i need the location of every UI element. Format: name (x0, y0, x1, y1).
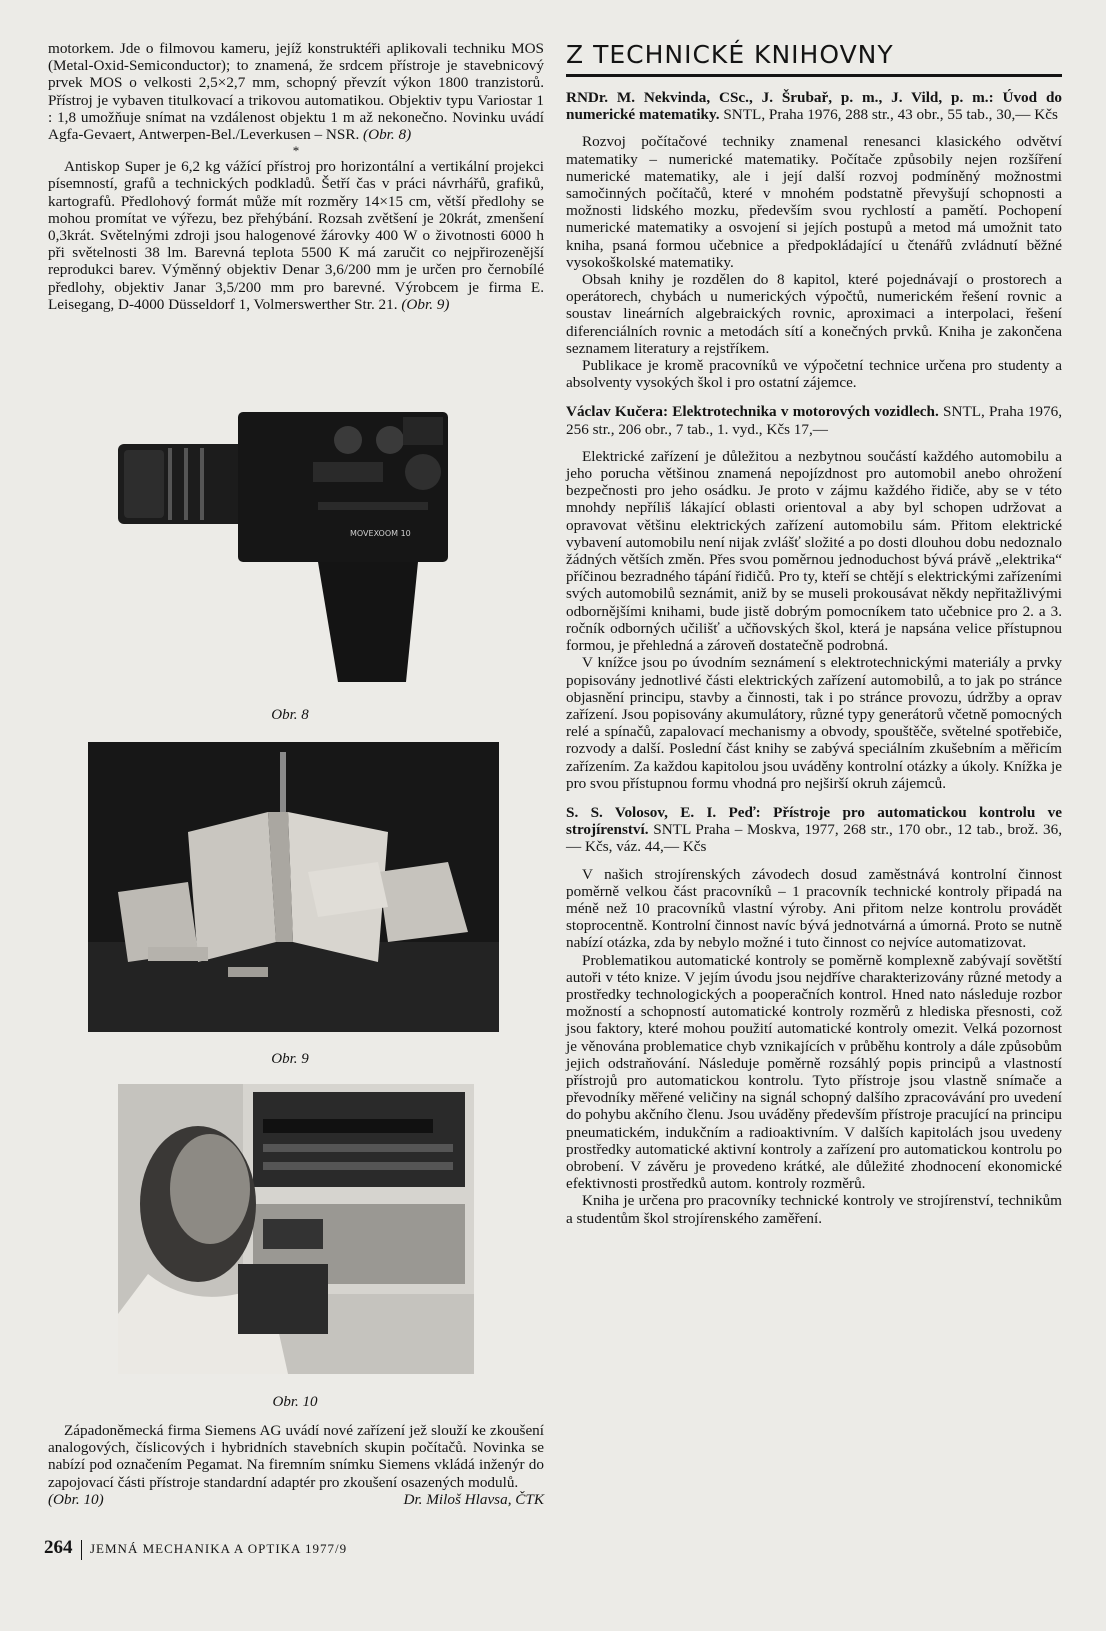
fig8-caption: Obr. 8 (271, 707, 309, 723)
review2-header: Václav Kučera: Elektrotechnika v motorových vozidlech. SNTL, Praha 1976, 256 str., 206 obr., 7 tab., 1. vyd., Kčs 17,— (566, 403, 1062, 438)
fig9-projector-photo (88, 742, 499, 1032)
review1-author-title: RNDr. M. Nekvinda, CSc., J. Šrubař, p. m., J. Vild, p. m.: Úvod do numerické matematiky. (566, 89, 1062, 124)
siemens-block (48, 1422, 544, 1508)
review3-paragraph-3: Kniha je určena pro pracovníky technické kontroly ve strojírenství, technikům a studentům škol strojírenského zaměření. (566, 1192, 1062, 1227)
review3-author-title: S. S. Volosov, E. I. Peď: Přístroje pro automatickou kontrolu ve strojírenství. (566, 803, 1062, 839)
review1-paragraph-3: Publikace je kromě pracovníků ve výpočetní technice určena pro studenty a absolventy vysokých škol i pro ostatní zájemce. (566, 357, 1062, 392)
antiskop-paragraph: Antiskop Super je 6,2 kg vážící přístroj pro horizontální a vertikální projekci písemností, grafů a technických podkladů. Šetří čas v práci návrhářů, grafiků, kartografů. Předlohový formát může mít rozměry 14×15 cm, větší předlohy se mohou promítat ve výřezu, bez přehýbání. Rozsah zvětšení je 20krát, zmenšení 0,3krát. Světelnými zdroji jsou halogenové žárovky 400 W o životnosti 6000 h při světelnosti 38 lm. Barevná teplota 5500 K má zaručit co nejpřirozenější reprodukci barev. Výměnný objektiv Denar 3,6/200 mm je určen pro černobílé předlohy, objektiv Janar 3,5/200 mm pro barevné. Výrobcem je firma E. Leisegang, D-4000 Düsseldorf 1, Volmerswerther Str. 21. (Obr. 9) (48, 158, 544, 313)
journal-name: JEMNÁ MECHANIKA A OPTIKA 1977/9 (90, 1541, 348, 1556)
camera-model-label: MOVEXOOM 10 (350, 529, 411, 538)
review3-paragraph-1: V našich strojírenských závodech dosud zaměstnává kontrolní činnost poměrně velkou část pracovníků – 1 pracovník technické kontroly připadá na méně než 10 pracovníků vlastní výroby. Ani přitom nelze kontrolu provádět stoprocentně. Kontrolní činnost navíc bývá jednotvárná a úmorná. Proto se nutně nabízí otázka, zda by nebylo možné i tuto činnost co nejvíce automatizovat. (566, 865, 1062, 952)
review1-paragraph-1: Rozvoj počítačové techniky znamenal renesanci klasického odvětví matematiky – numerické matematiky. Počítače způsobily nejen rozšíření numerické matematiky, ale i její další rozvoj podmíněný možnostmi samočinných počítačů, které v mnohém podstatně převyšují schopnosti a možnosti lidského mozku, především svou rychlostí a pamětí. Pochopení numerické matematiky a osvojení si jejích postupů a metod má umožnit tato kniha, psaná formou učebnice a předpokládající u čtenářů zvládnutí běžné vysokoškolské matematiky. (566, 133, 1062, 271)
review3-paragraph-2: Problematikou automatické kontroly se poměrně komplexně zabývají sovětští autoři v této knize. V jejím úvodu jsou nejdříve charakterizovány různé metody a prostředky technologických a pooperačních kontrol. Hned nato následuje rozbor možností a schopností automatické kontroly rozměrů z hlediska přesnosti, což jsou faktory, které mohou použití automatické kontroly omezit. Velká pozornost je věnována problematice chyb vznikajících v průběhu kontroly a dále způsobům jejich odstraňování. Následuje poměrně rozsáhlý popis principů a vlastností přístrojů pro automatickou kontrolu. Tyto přístroje jsou vlastně snímače a převodníky měřené veličiny na signál schopný dalšího zpracovávání pro uvedení do pohybu akčního členu. Jsou uváděny především přístroje pracující na principu pneumatickém, indukčním a radioaktivním. V dalších kapitolách jsou uvedeny prostředky automatické aktivní kontroly a zařízení pro automatickou kontrolu po obrobení. V závěru je provedeno krátké, ale důležité zhodnocení ekonomické efektivnosti prostředků autom. kontroly rozměrů. (566, 951, 1062, 1193)
page-number: 264 (44, 1537, 73, 1558)
fig8-camera-photo (118, 412, 478, 702)
siemens-paragraph: Západoněmecká firma Siemens AG uvádí nové zařízení jež slouží ke zkoušení analogových, číslicových i hybridních stavebních skupin počítačů. Novinka se nabízí pod označením Pegamat. Na firemním snímku Siemens vkládá inženýr do zapojovací části přístroje standardní adaptér pro zkoušení osazených modulů. (48, 1422, 544, 1491)
author-signature: Dr. Miloš Hlavsa, ČTK (403, 1490, 544, 1508)
review2-author-title: Václav Kučera: Elektrotechnika v motorových vozidlech. (566, 403, 939, 421)
review1-paragraph-2: Obsah knihy je rozdělen do 8 kapitol, které pojednávají o prostorech a operátorech, chybách u numerických výpočtů, numerickém řešení rovnic a soustav lineárních algebraických rovnic, aproximaci a interpolaci, řešení diferenciálních rovnic a metodách sítí a konečných prvků. Kniha je zakončena seznamem literatury a rejstříkem. (566, 271, 1062, 357)
fig10-caption: Obr. 10 (272, 1394, 318, 1410)
right-column (566, 40, 1062, 1227)
fig10-siemens-photo (118, 1084, 474, 1374)
fig10-reference: (Obr. 10) (48, 1490, 104, 1508)
fig8-reference: (Obr. 8) (363, 126, 412, 144)
page-footer (44, 1537, 347, 1560)
review3-header: S. S. Volosov, E. I. Peď: Přístroje pro automatickou kontrolu ve strojírenství. SNTL Praha – Moskva, 1977, 268 str., 170 obr., 12 tab., brož. 36,— Kčs, váz. 44,— Kčs (566, 803, 1062, 856)
review2-paragraph-1: Elektrické zařízení je důležitou a nezbytnou součástí každého automobilu a jeho porucha většinou znamená nepojízdnost pro automobil anebo ohrožení bezpečnosti pro jeho osádku. Je proto v zájmu každého řidiče, aby se v této mnohdy nepříliš lákající oblasti orientoval a aby byl schopen udržovat a opravovat většinu elektrických zařízení automobilu sám. Přitom elektrické vybavení automobilu není nijak zvlášť složité a po dosti dlouhou dobu nedoznalo žádných větších změn. Přes svou poměrnou jednoduchost bývá právě „elektrika“ příčinou bezradného tápání řidičů. Pro ty, kteří se chtějí s elektrickými zařízeními svých automobilů seznámit, aniž by se museli prokousávat někdy nepřitažlivými odbornějšími knihami, bude jistě dobrým pomocníkem tato učebnice pro 2. a 3. ročník odborných učilišť a učňovských škol, která je napsána velice přístupnou formou, je přehledná a zároveň dostatečně podrobná. (566, 447, 1062, 655)
section-title: Z TECHNICKÉ KNIHOVNY (566, 40, 1062, 77)
siemens-signature-row (48, 1491, 544, 1508)
fig9-reference: (Obr. 9) (401, 295, 450, 313)
camera-paragraph: motorkem. Jde o filmovou kameru, jejíž konstruktéři aplikovali techniku MOS (Metal-Oxid-Semiconductor); to znamená, že srdcem přístroje je stavebnicový prvek MOS o velkosti 2,5×2,7 mm, schopný převzít výkon 1800 tranzistorů. Přístroj je vybaven titulkovací a trikovou automatikou. Objektiv typu Variostar 1 : 1,8 umožňuje snímat na vzdálenost objektu 1 m až nekonečno. Novinku uvádí Agfa-Gevaert, Antwerpen-Bel./Leverkusen – NSR. (Obr. 8) (48, 40, 544, 144)
footer-divider (81, 1540, 83, 1560)
left-column (48, 40, 544, 313)
separator-star: * (292, 143, 300, 159)
fig9-caption: Obr. 9 (271, 1051, 309, 1067)
review1-header: RNDr. M. Nekvinda, CSc., J. Šrubař, p. m., J. Vild, p. m.: Úvod do numerické matematiky. SNTL, Praha 1976, 288 str., 43 obr., 55 tab., 30,— Kčs (566, 89, 1062, 124)
review2-paragraph-2: V knížce jsou po úvodním seznámení s elektrotechnickými materiály a prvky popisovány jednotlivé části elektrických zařízení automobilů, a to jak po stránce objasnění principu, stavby a činnosti, tak i po stránce provozu, údržby a oprav zařízení. Jsou popisovány akumulátory, různé typy generátorů včetně pomocných relé a spínačů, zapalovací mechanismy a obvody, spouštěče, světelné spotřebiče, rozvody a další. Poslední část knihy se zabývá speciálním zkušebním a měřicím zařízením. Za každou kapitolou jsou uváděny kontrolní otázky a úkoly. Knížka je pro svou přístupnou formu vhodná pro nejširší okruh zájemců. (566, 654, 1062, 792)
